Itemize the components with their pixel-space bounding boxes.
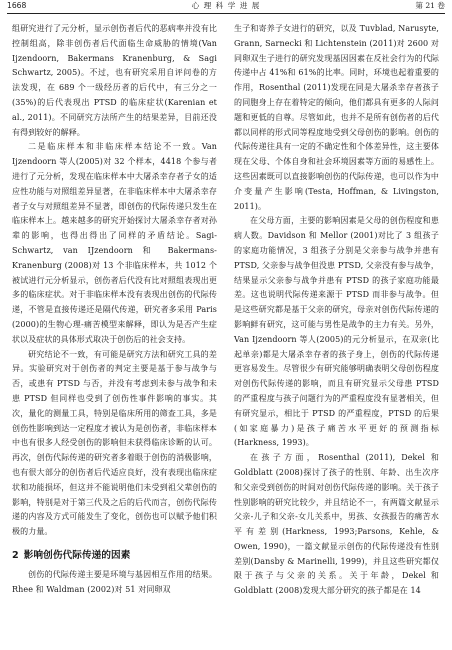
paragraph: 研究结论不一致，有可能是研究方法和研究工具的差异。实验研究对于创伤者的判定主要是基于参与战争与否，或患有 PTSD 与否，并没有考虑到未参与战争和未患 PTSD 但同样也受到了创伤性事件影响的事实。其次，量化的测量工具，特别是临床所用的筛查工具，多是创伤性影响到达一定程度才被认为是创伤者，非临床样本中也有很多人经受创伤的影响但未获得临床诊断的认可。再次，创伤代际传递的研究者多着眼于创伤的消极影响，也有很大部分的创伤者后代适应良好，没有表现出临床症状和功能损坏，但这并不能说明他们未受到祖父辈创伤的影响，特别是对于第三代及之后的后代而言，创伤代际传递的内容及方式可能发生了变化，创伤也可以赋予他们积极的力量。: [12, 349, 217, 537]
journal-title: 心 理 科 学 进 展: [191, 1, 261, 10]
section-title: 影响创伤代际传递的因素: [23, 549, 131, 561]
paragraph: 生子和寄养子女进行的研究，以及 Tuvblad, Narusyte, Grann, Sarnecki 和 Lichtenstein (2011)对 2600 对同卵双生子进行的研究发现基因因素在反社会行为的代际传递中占 41%和 61%的比率。同时，环境也起着重要的作用，Rosenthal (2011)发现在同是大屠杀幸存者孩子的同胞身上存在着特定的倾向，他们都具有更多的人际问题和更低的自尊。尽管如此，也并不是所有创伤者的后代都以同样的形式同等程度地受到父母创伤的影响。创伤的代际传递往具有一定的不确定性和个体差异性，这主要体现在父母、个体自身和社会环境因素等方面的易感性上。这些因素既可以直接影响创伤的代际传递，也可以作为中介变量产生影响(Testa, Hoffman, & Livingston, 2011)。: [234, 24, 439, 211]
paragraph: 组研究进行了元分析，显示创伤者后代的恶病率并没有比控制组高，除非创伤者后代面临生命威胁的情境(Van Ijzendoorn, Bakermans Kranenburg, & Sagi Schwartz, 2005)。不过，也有研究采用自评问卷的方法发现，在 689 个一级经历者的后代中，有三分之一(35%)的后代表现出 PTSD 的临床症状(Karenian et al., 2011)。不同研究方法所产生的结果差异，目前还没有得到较好的解释。: [12, 24, 217, 137]
paragraph: 二是临床样本和非临床样本结论不一致。Van Ijzendoorn 等人(2005)对 32 个样本，4418 个参与者进行了元分析，发现在临床样本中大屠杀幸存者子女的适应性功能与对照组差异显著，在非临床样本中大屠杀幸存者子女与对照组差异不显著，即创伤的代际传递只发生在临床样本上。越来越多的研究开始探讨大屠杀幸存者对孙辈的影响，也得出得出了同样的矛盾结论。Sagi-Schwartz, van IJzendoorn 和 Bakermans-Kranenburg (2008)对 13 个非临床样本，共 1012 个被试进行元分析显示，创伤者后代没有比对照组表现出更多的临床症状。对于非临床样本没有表现出创伤的代际传递，不管是直接传递还是隔代传递，研究者多采用 Paris (2000)的生物心理-痛苦模型来解释，即认为是否产生症状以及症状的具体形式取决于创伤后的社会支持。: [12, 142, 217, 344]
section-number: 2: [12, 549, 19, 561]
right-column: [234, 22, 439, 599]
paragraph: 在父母方面，主要的影响因素是父母的创伤程度和患病人数。Davidson 和 Mellor (2001)对比了 3 组孩子的家庭功能情况，3 组孩子分别是父亲参与战争并患有 PTSD, 父亲参与战争但没患 PTSD, 父亲没有参与战争，结果显示父亲参与战争并患有 PTSD 的孩子家庭功能最差。这也说明代际传递来源于 PTSD 而非参与战争。但是这些研究都是基于父亲的研究，母亲对创伤代际传递的影响鲜有研究，这可能与男性是战争的主力有关。另外，Van Ijzendoorn 等人(2005)的元分析显示，在双亲(比起单亲)都是大屠杀幸存者的孩子身上，创伤的代际传递更容易发生。尽管很少有研究能够明确表明父母创伤程度对创伤代际传递的影响，而且有研究显示父母患 PTSD 的严重程度与孩子问题行为的严重程度没有显著相关，但有研究显示，相比于 PTSD 的严重程度，PTSD 的后果(如家庭暴力)是孩子痛苦水平更好的预测指标(Harkness, 1993)。: [234, 216, 439, 448]
volume-label: 第 21 卷: [415, 1, 445, 10]
page-number: 1668: [7, 1, 27, 10]
section-heading: [12, 549, 217, 563]
left-column: [12, 22, 217, 597]
paragraph: 在孩子方面，Rosenthal (2011), Dekel 和 Goldblatt (2008)探讨了孩子的性别、年龄、出生次序和父亲受到创伤的时间对创伤代际传递的影响。关于孩子性别影响的研究比较少，并且结论不一，有两篇文献显示父亲-儿子和父亲-女儿关系中，男孩、女孩报告的痛苦水平有差别(Harkness, 1993;Parsons, Kehle, & Owen, 1990)，一篇文献显示创伤的代际传递没有性别差别(Dansby & Marinelli, 1999)，并且这些研究都仅限于孩子与父亲的关系。关于年龄，Dekel 和 Goldblatt (2008)发现大部分研究的孩子都是在 14: [234, 453, 439, 596]
page-header: [7, 0, 445, 14]
paragraph: 创伤的代际传递主要是环境与基因相互作用的结果。Rhee 和 Waldman (2002)对 51 对同卵双: [12, 569, 217, 594]
